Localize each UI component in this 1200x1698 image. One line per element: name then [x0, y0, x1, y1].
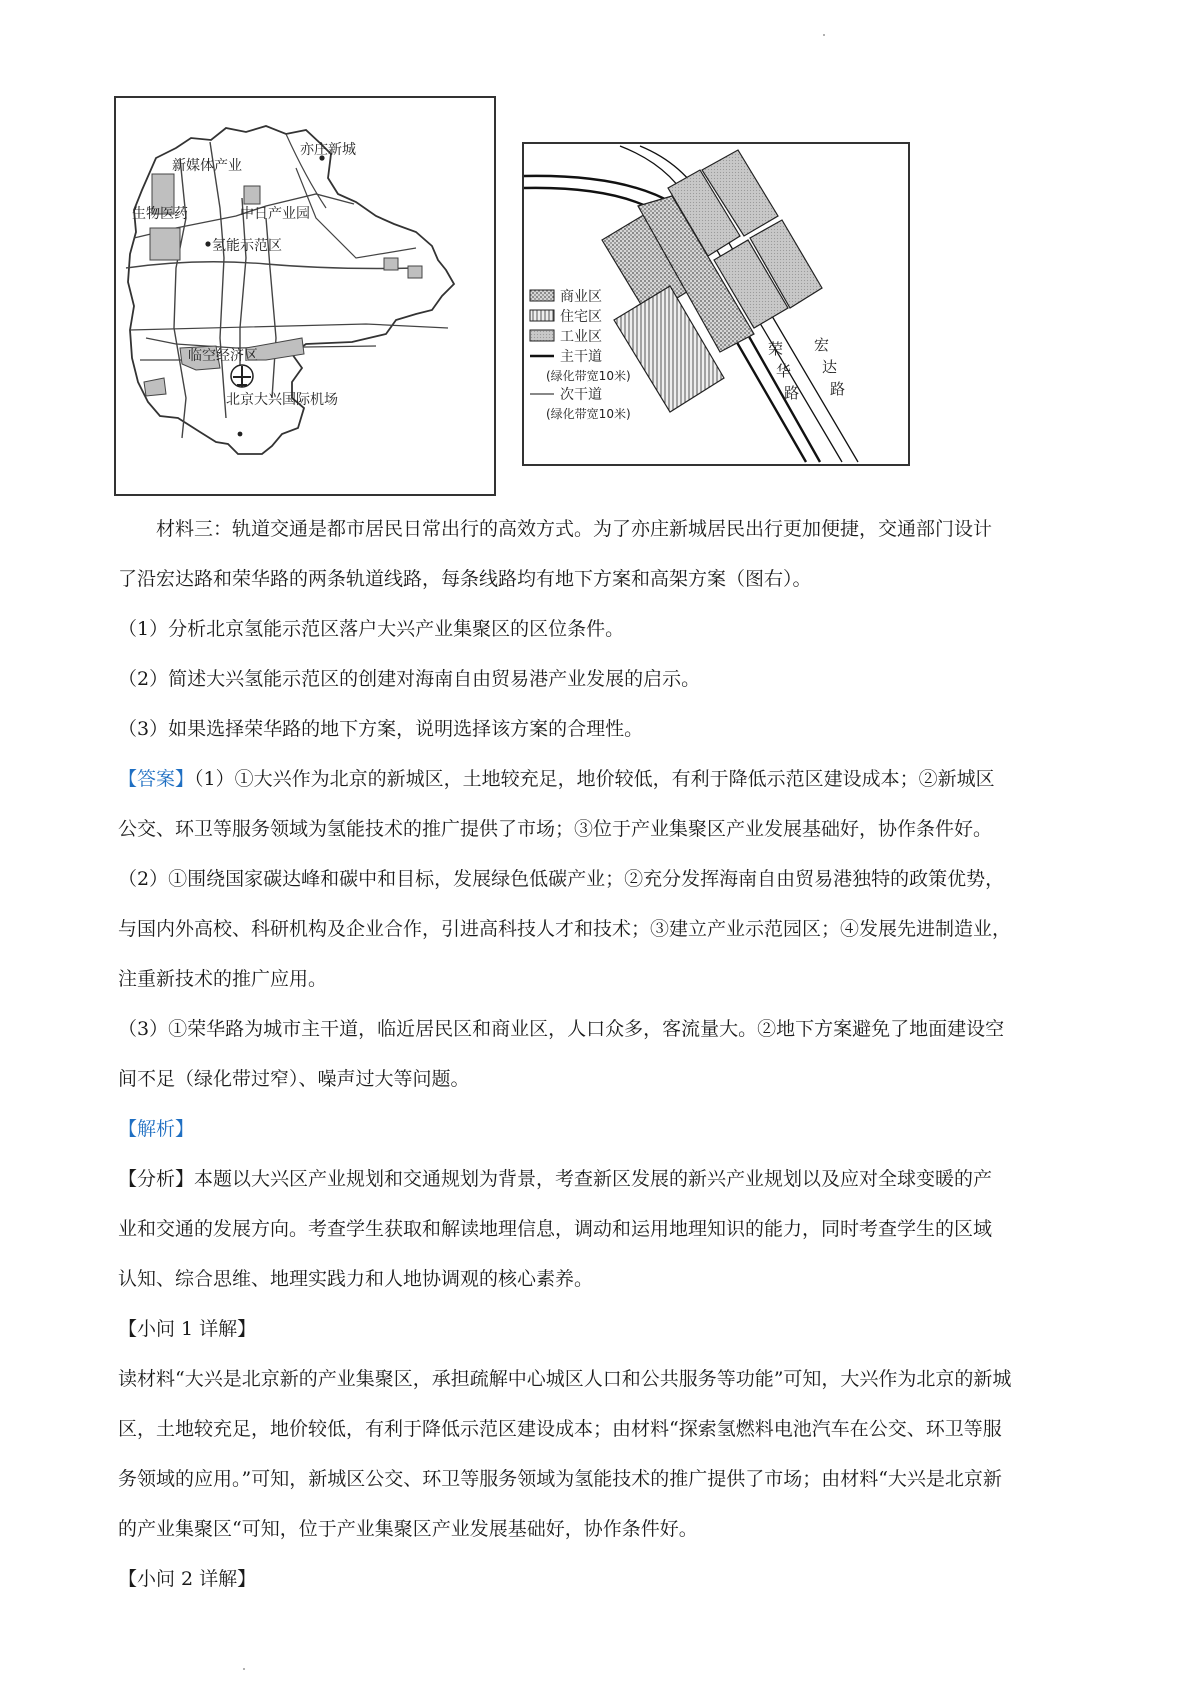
material-three-text-2: 了沿宏达路和荣华路的两条轨道线路，每条线路均有地下方案和高架方案（图右）。: [118, 568, 812, 590]
question-3: （3）如果选择荣华路的地下方案，说明选择该方案的合理性。: [118, 718, 644, 740]
q1-detail-line-1: 读材料“大兴是北京新的产业集聚区，承担疏解中心城区人口和公共服务等功能”可知，大兴作为北京的新城: [118, 1368, 1012, 1390]
label-airport: 北京大兴国际机场: [226, 392, 338, 408]
legend-swatch-commercial: [530, 290, 554, 301]
legend-main-road: 主干道: [560, 349, 602, 365]
answer-2-line-1: （2）①围绕国家碳达峰和碳中和目标，发展绿色低碳产业；②充分发挥海南自由贸易港独特的政策优势，: [118, 868, 1005, 890]
legend-secondary-road-note: (绿化带宽10米): [546, 407, 631, 421]
analysis-line-2: 业和交通的发展方向。考查学生获取和解读地理信息，调动和运用地理知识的能力，同时考查学生的区域: [118, 1218, 993, 1240]
hydrogen-point: [205, 241, 210, 246]
bio-medicine-zone: [150, 228, 180, 260]
road-line: [130, 324, 448, 330]
material-three-line: [118, 504, 1110, 554]
analysis-line-1: 【分析】本题以大兴区产业规划和交通规划为背景，考查新区发展的新兴产业规划以及应对全球变暖的产: [118, 1168, 993, 1190]
answer-3-line-2: 间不足（绿化带过窄）、噪声过大等问题。: [118, 1068, 470, 1090]
q1-detail-line-4: 的产业集聚区“可知，位于产业集聚区产业发展基础好，协作条件好。: [118, 1518, 698, 1540]
q1-detail-line-3: 务领域的应用。”可知，新城区公交、环卫等服务领域为氢能技术的推广提供了市场；由材料“大兴是北京新: [118, 1468, 1002, 1490]
gray-zone: [384, 258, 398, 270]
legend-main-road-note: (绿化带宽10米): [546, 369, 631, 383]
label-yizhuang: 亦庄新城: [300, 142, 356, 158]
gray-zone: [408, 266, 422, 278]
road-label-hongda-1: 宏: [814, 336, 830, 354]
answer-2-line-3: 注重新技术的推广应用。: [118, 968, 328, 990]
legend: [530, 289, 631, 421]
legend-secondary-road: 次干道: [560, 387, 602, 403]
road-label-hongda-2: 达: [822, 358, 838, 376]
analysis-line-3: 认知、综合思维、地理实践力和人地协调观的核心素养。: [118, 1268, 594, 1290]
scan-speck: [823, 34, 825, 36]
question-2: （2）简述大兴氢能示范区的创建对海南自由贸易港产业发展的启示。: [118, 668, 701, 690]
label-bio-medicine: 生物医药: [132, 206, 188, 222]
material-three-section: [118, 504, 1110, 1604]
analysis-tag: 【解析】: [118, 1118, 195, 1140]
gray-zone: [144, 378, 166, 396]
road-label-ronghua-2: 华: [776, 362, 792, 380]
material-three-text-1: 轨道交通是都市居民日常出行的高效方式。为了亦庄新城居民出行更加便捷，交通部门设计: [232, 518, 993, 540]
label-hydrogen-zone: 氢能示范区: [212, 238, 282, 254]
label-linkong-zone: 临空经济区: [188, 348, 258, 364]
answer-1-line-2: 公交、环卫等服务领域为氢能技术的推广提供了市场；③位于产业集聚区产业发展基础好，协作条件好。: [118, 818, 993, 840]
airplane-icon: [231, 365, 253, 387]
road-label-ronghua-3: 路: [784, 384, 800, 402]
legend-swatch-residential: [530, 310, 554, 321]
question-1: （1）分析北京氢能示范区落户大兴产业集聚区的区位条件。: [118, 618, 625, 640]
road-line: [174, 158, 186, 438]
daxing-district-map: [114, 96, 496, 496]
airport-point: [238, 432, 243, 437]
road-label-hongda-3: 路: [830, 380, 846, 398]
scan-speck: [243, 1668, 245, 1670]
q2-detail-title: 【小问 2 详解】: [118, 1568, 257, 1590]
road-line: [126, 262, 416, 269]
q1-detail-title: 【小问 1 详解】: [118, 1318, 257, 1340]
legend-commercial: 商业区: [560, 289, 602, 305]
rail-plan-svg: [524, 144, 908, 464]
answer-tag: 【答案】: [118, 768, 195, 790]
legend-swatch-industrial: [530, 330, 554, 341]
label-media-industry: 新媒体产业: [172, 158, 242, 174]
sino-japan-zone: [244, 186, 260, 204]
daxing-map-svg: [116, 98, 494, 494]
answer-1-text: （1）①大兴作为北京的新城区，土地较充足，地价较低，有利于降低示范区建设成本；②新城区: [194, 768, 995, 790]
road-label-ronghua-1: 荣: [768, 340, 784, 358]
legend-residential: 住宅区: [560, 309, 602, 325]
legend-industrial: 工业区: [560, 329, 602, 345]
answer-2-line-2: 与国内外高校、科研机构及企业合作，引进高科技人才和技术；③建立产业示范园区；④发展先进制造业，: [118, 918, 1012, 940]
answer-1-line-1: [118, 754, 1110, 804]
road-line: [296, 168, 416, 258]
road-line: [210, 142, 226, 418]
q1-detail-line-2: 区，土地较充足，地价较低，有利于降低示范区建设成本；由材料“探索氢燃料电池汽车在公交、环卫等服: [118, 1418, 1002, 1440]
material-three-label: 材料三：: [156, 518, 233, 540]
rail-route-plan: [522, 142, 910, 466]
answer-3-line-1: （3）①荣华路为城市主干道，临近居民区和商业区，人口众多，客流量大。②地下方案避免了地面建设空: [118, 1018, 1005, 1040]
label-sino-japan-park: 中日产业园: [240, 206, 310, 222]
